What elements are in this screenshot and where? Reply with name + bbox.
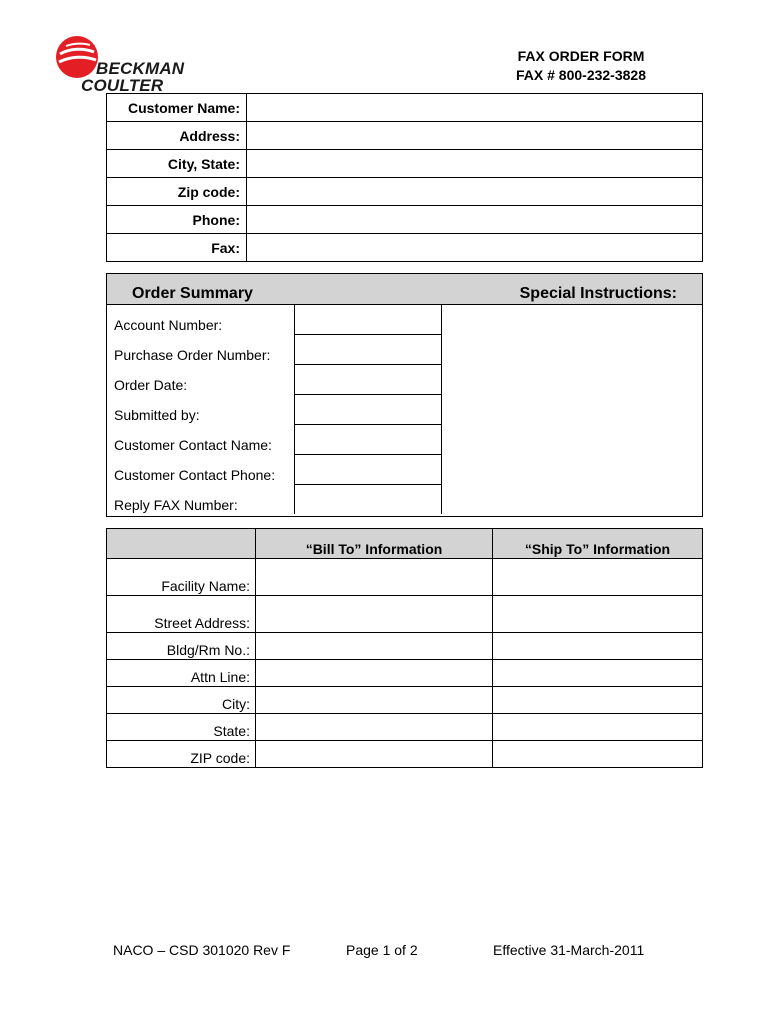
- ship-bldg-rm-field[interactable]: [493, 633, 703, 660]
- fax-field[interactable]: [247, 234, 703, 262]
- purchase-order-field[interactable]: [295, 334, 442, 364]
- ship-to-header: “Ship To” Information: [493, 529, 703, 559]
- address-label: Address:: [107, 122, 247, 150]
- footer-doc-id: NACO – CSD 301020 Rev F: [113, 942, 291, 958]
- order-summary-header: [107, 274, 702, 305]
- ship-attn-line-field[interactable]: [493, 660, 703, 687]
- form-title-block: [496, 47, 666, 85]
- bill-facility-name-field[interactable]: [256, 559, 493, 596]
- phone-label: Phone:: [107, 206, 247, 234]
- ship-street-address-field[interactable]: [493, 596, 703, 633]
- bldg-rm-label: Bldg/Rm No.:: [107, 633, 256, 660]
- customer-name-field[interactable]: [247, 94, 703, 122]
- bill-city-field[interactable]: [256, 687, 493, 714]
- city-label: City:: [107, 687, 256, 714]
- customer-info-table: [106, 93, 703, 262]
- bill-ship-table: [106, 528, 703, 768]
- facility-name-label: Facility Name:: [107, 559, 256, 596]
- bill-state-field[interactable]: [256, 714, 493, 741]
- bill-to-header: “Bill To” Information: [256, 529, 493, 559]
- footer-page-number: Page 1 of 2: [346, 942, 418, 958]
- order-summary-title: Order Summary: [132, 285, 253, 302]
- bill-bldg-rm-field[interactable]: [256, 633, 493, 660]
- city-state-field[interactable]: [247, 150, 703, 178]
- account-number-field[interactable]: [295, 304, 442, 334]
- address-field[interactable]: [247, 122, 703, 150]
- contact-name-label: Customer Contact Name:: [114, 437, 272, 453]
- street-address-label: Street Address:: [107, 596, 256, 633]
- logo-text-beckman: BECKMAN: [96, 59, 185, 78]
- footer-effective-date: Effective 31-March-2011: [493, 942, 645, 958]
- logo-text-coulter: COULTER: [81, 76, 164, 95]
- customer-name-label: Customer Name:: [107, 94, 247, 122]
- order-summary-box: [106, 273, 703, 517]
- beckman-coulter-logo-mark: [54, 34, 100, 80]
- order-summary-table: [107, 304, 442, 514]
- bill-street-address-field[interactable]: [256, 596, 493, 633]
- state-label: State:: [107, 714, 256, 741]
- bill-ship-corner: [107, 529, 256, 559]
- ship-facility-name-field[interactable]: [493, 559, 703, 596]
- ship-state-field[interactable]: [493, 714, 703, 741]
- special-instructions-title: Special Instructions:: [519, 285, 677, 302]
- fax-number: FAX # 800-232-3828: [516, 67, 646, 83]
- submitted-by-label: Submitted by:: [114, 407, 200, 423]
- order-date-label: Order Date:: [114, 377, 188, 393]
- zip-code-field[interactable]: [247, 178, 703, 206]
- reply-fax-label: Reply FAX Number:: [114, 497, 238, 513]
- account-number-label: Account Number:: [114, 317, 223, 333]
- phone-field[interactable]: [247, 206, 703, 234]
- attn-line-label: Attn Line:: [107, 660, 256, 687]
- zip-label: ZIP code:: [107, 741, 256, 768]
- form-title: FAX ORDER FORM: [517, 48, 645, 64]
- city-state-label: City, State:: [107, 150, 247, 178]
- fax-label: Fax:: [107, 234, 247, 262]
- order-date-field[interactable]: [295, 364, 442, 394]
- contact-phone-label: Customer Contact Phone:: [114, 467, 276, 483]
- submitted-by-field[interactable]: [295, 394, 442, 424]
- purchase-order-label: Purchase Order Number:: [114, 347, 271, 363]
- zip-code-label: Zip code:: [107, 178, 247, 206]
- special-instructions-field[interactable]: [443, 305, 702, 516]
- contact-name-field[interactable]: [295, 424, 442, 454]
- ship-zip-field[interactable]: [493, 741, 703, 768]
- bill-attn-line-field[interactable]: [256, 660, 493, 687]
- contact-phone-field[interactable]: [295, 454, 442, 484]
- reply-fax-field[interactable]: [295, 484, 442, 514]
- bill-zip-field[interactable]: [256, 741, 493, 768]
- ship-city-field[interactable]: [493, 687, 703, 714]
